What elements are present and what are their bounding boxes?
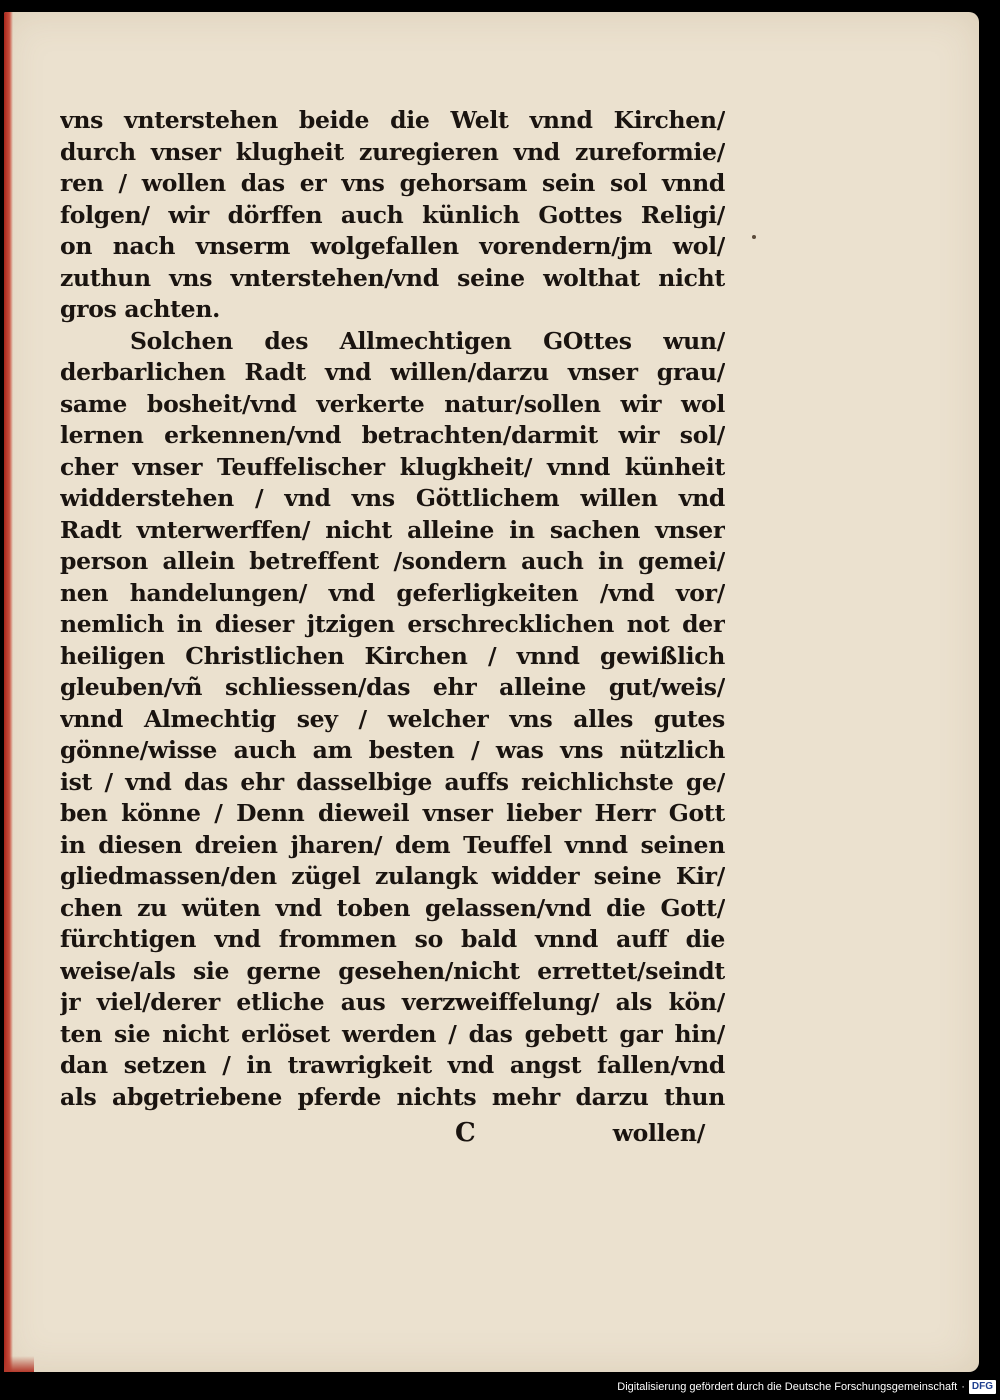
text-line: heiligen Christlichen Kirchen / vnnd gewißlich bbox=[60, 641, 725, 670]
text-line: gliedmassen/den zügel zulangk widder seine Kir/ bbox=[60, 862, 725, 890]
credit-text: Digitalisierung gefördert durch die Deutsche Forschungsgemeinschaft bbox=[617, 1381, 958, 1393]
text-line: vns vnterstehen beide die Welt vnnd Kirchen/ bbox=[60, 106, 725, 134]
text-line: gönne/wisse auch am besten / was vns nützlich bbox=[60, 736, 725, 764]
text-line: gros achten. bbox=[60, 295, 220, 323]
text-line: cher vnser Teuffelischer klugkheit/ vnnd künheit bbox=[60, 452, 725, 481]
text-line: folgen/ wir dörffen auch künlich Gottes Religi/ bbox=[60, 200, 725, 229]
ink-speck bbox=[752, 235, 756, 239]
dfg-logo-icon: DFG bbox=[969, 1380, 996, 1394]
text-line: gleuben/vñ schliessen/das ehr alleine gut/weis/ bbox=[60, 673, 725, 701]
text-line: on nach vnserm wolgefallen vorendern/jm wol/ bbox=[60, 232, 725, 260]
page-red-corner bbox=[4, 1356, 34, 1372]
page-red-edge bbox=[4, 12, 13, 1372]
text-line: ten sie nicht erlöset werden / das gebett gar hin/ bbox=[60, 1019, 725, 1048]
paragraph-start-line: Solchen des Allmechtigen GOttes wun/ bbox=[130, 326, 725, 355]
text-line: fürchtigen vnd frommen so bald vnnd auff die bbox=[60, 925, 725, 953]
signature-mark: C bbox=[455, 1118, 476, 1148]
text-line: nen handelungen/ vnd geferligkeiten /vnd vor/ bbox=[60, 578, 725, 607]
text-line: lernen erkennen/vnd betrachten/darmit wir sol/ bbox=[60, 421, 725, 449]
text-line: person allein betreffent /sondern auch in gemei/ bbox=[60, 547, 725, 575]
text-line: derbarlichen Radt vnd willen/darzu vnser grau/ bbox=[60, 358, 725, 386]
text-line: same bosheit/vnd verkerte natur/sollen wir wol bbox=[60, 389, 725, 418]
text-line: als abgetriebene pferde nichts mehr darzu thun bbox=[60, 1082, 725, 1111]
text-line: ist / vnd das ehr dasselbige auffs reichlichste ge/ bbox=[60, 767, 725, 796]
text-line: ben könne / Denn dieweil vnser lieber Herr Gott bbox=[60, 799, 725, 827]
text-line: durch vnser klugheit zuregieren vnd zureformie/ bbox=[60, 137, 725, 166]
text-line: weise/als sie gerne gesehen/nicht errettet/seindt bbox=[60, 956, 725, 985]
page-text-block bbox=[60, 105, 725, 1151]
text-line: zuthun vns vnterstehen/vnd seine wolthat nicht bbox=[60, 263, 725, 292]
text-line: in diesen dreien jharen/ dem Teuffel vnnd seinen bbox=[60, 830, 725, 859]
text-line: vnnd Almechtig sey / welcher vns alles gutes bbox=[60, 704, 725, 733]
text-line: dan setzen / in trawrigkeit vnd angst fallen/vnd bbox=[60, 1051, 725, 1079]
text-line: ren / wollen das er vns gehorsam sein sol vnnd bbox=[60, 169, 725, 197]
catchword: wollen/ bbox=[612, 1119, 705, 1147]
digitization-credit-footer bbox=[617, 1378, 996, 1396]
credit-separator: · bbox=[961, 1381, 965, 1393]
text-line: jr viel/derer etliche aus verzweiffelung/ als kön/ bbox=[60, 988, 725, 1016]
text-line: nemlich in dieser jtzigen erschrecklichen not der bbox=[60, 610, 725, 638]
text-line: widderstehen / vnd vns Göttlichem willen vnd bbox=[60, 484, 725, 512]
signature-catchword-line bbox=[60, 1115, 725, 1151]
text-line: Radt vnterwerffen/ nicht alleine in sachen vnser bbox=[60, 515, 725, 544]
text-line: chen zu wüten vnd toben gelassen/vnd die Gott/ bbox=[60, 893, 725, 922]
